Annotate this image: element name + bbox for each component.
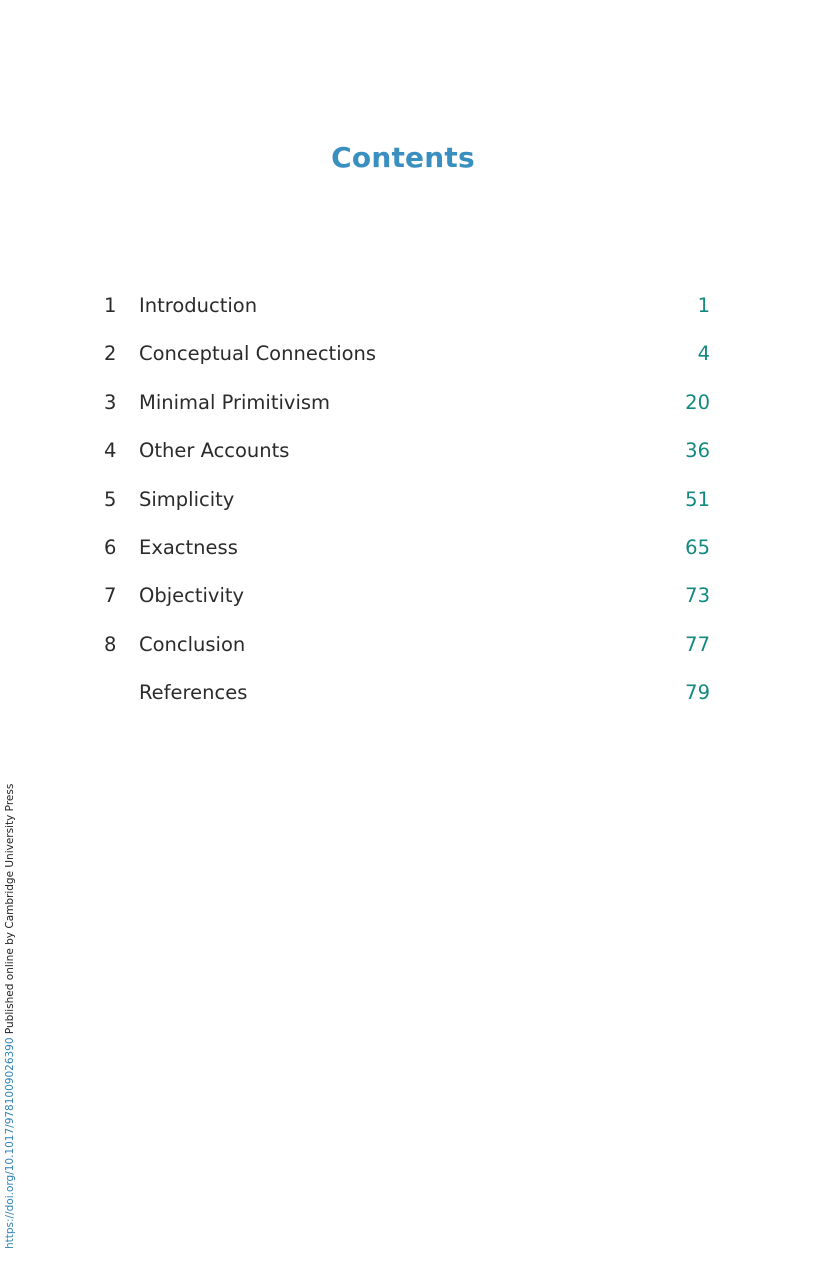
publisher-sidebar-note <box>4 784 16 1249</box>
publisher-credit: Published online by Cambridge University Press <box>4 783 16 1038</box>
toc-chapter-title: Objectivity <box>139 584 245 608</box>
toc-page-number[interactable]: 1 <box>697 294 710 317</box>
toc-entry-objectivity[interactable] <box>104 578 712 626</box>
toc-chapter-title: References <box>139 681 248 705</box>
toc-chapter-title: Conclusion <box>139 632 246 656</box>
toc-chapter-number: 4 <box>104 439 117 463</box>
toc-page-number[interactable]: 73 <box>685 584 710 608</box>
toc-chapter-number: 3 <box>104 390 117 414</box>
toc-page-number[interactable]: 51 <box>685 487 710 511</box>
toc-chapter-number: 8 <box>104 632 117 656</box>
toc-entry-exactness[interactable] <box>104 530 712 578</box>
toc-page-number[interactable]: 79 <box>685 681 710 705</box>
toc-chapter-title: Conceptual Connections <box>139 342 377 366</box>
toc-page-number[interactable]: 4 <box>697 342 710 366</box>
table-of-contents <box>104 288 712 724</box>
toc-chapter-title: Simplicity <box>139 487 235 511</box>
toc-page-number[interactable]: 36 <box>685 439 710 463</box>
toc-entry-minimal-primitivism[interactable] <box>104 385 712 433</box>
toc-chapter-number: 1 <box>104 294 117 317</box>
toc-chapter-title: Exactness <box>139 535 238 559</box>
page-title: Contents <box>331 141 475 174</box>
toc-page-number[interactable]: 77 <box>685 632 710 656</box>
toc-entry-other-accounts[interactable] <box>104 433 712 481</box>
toc-page-number[interactable]: 20 <box>685 390 710 414</box>
toc-chapter-number: 7 <box>104 584 117 608</box>
toc-chapter-number: 2 <box>104 342 117 366</box>
toc-entry-references[interactable] <box>104 675 712 723</box>
toc-chapter-title: Introduction <box>139 294 258 317</box>
toc-chapter-title: Other Accounts <box>139 439 290 463</box>
toc-chapter-number: 6 <box>104 535 117 559</box>
toc-entry-conclusion[interactable] <box>104 627 712 675</box>
toc-entry-conceptual-connections[interactable] <box>104 336 712 384</box>
toc-chapter-number: 5 <box>104 487 117 511</box>
toc-entry-simplicity[interactable] <box>104 482 712 530</box>
toc-page-number[interactable]: 65 <box>685 535 710 559</box>
toc-chapter-title: Minimal Primitivism <box>139 390 331 414</box>
doi-link[interactable]: https://doi.org/10.1017/9781009026390 <box>4 1037 16 1249</box>
toc-entry-introduction[interactable] <box>104 288 712 336</box>
